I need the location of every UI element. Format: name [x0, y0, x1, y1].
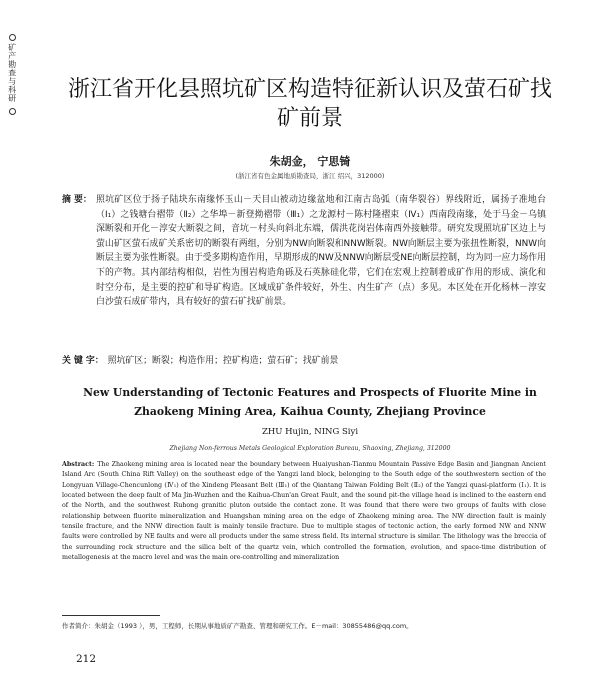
- abstract-cn-label: 摘 要：: [62, 195, 92, 205]
- circle-mark-icon: [9, 108, 16, 115]
- paper-title-cn: 浙江省开化县照坑矿区构造特征新认识及萤石矿找矿前景: [67, 77, 552, 131]
- author-footnote: 作者简介：朱胡金（1993 ），男，工程师，长期从事地质矿产勘查、管理和研究工作。E－mail：30855486@qq.com。: [62, 622, 413, 630]
- abstract-cn: [62, 193, 546, 310]
- affiliation-cn: (浙江省有色金属地质勘查局，浙江 绍兴，312000): [235, 172, 385, 180]
- abstract-en-label: Abstract:: [62, 461, 95, 468]
- paper-title-en: [60, 383, 560, 421]
- abstract-cn-text: 照坑矿区位于扬子陆块东南缘怀玉山－天目山被动边缘盆地和江南古岛弧（南华裂谷）界线附近，属扬子准地台（Ⅰ₁）之钱塘台褶带（Ⅱ₂）之华埠－新登拗褶带（Ⅲ₁）之龙源村－陈村隆褶束（Ⅳ₁）西南段南缘，处于马金－乌镇深断裂和开化－淳安大断裂之间，音坑－村头向斜北东端，儒洪花岗岩体南西外接触带。研究发现照坑矿区边上与萤山矿区萤石成矿关系密切的断裂有两组，分别为NW向断裂和NNW断裂。NW向断层主要为张扭性断裂，NNW向断层主要为张性断裂。由于受多期构造作用，早期形成的NW及NNW向断层受NE向断层控制，均为同一应力场作用下的产物。其内部结构相似，岩性为围岩构造角砾及石英脉硅化带，它们在宏观上控制着成矿作用的形成、演化和时空分布，是主要的控矿和导矿构造。区域成矿条件较好，外生、内生矿产（点）多见。本区处在开化杨林－淳安白沙萤石成矿带内，具有较好的萤石矿找矿前景。: [96, 195, 546, 308]
- journal-sidebar: [7, 34, 17, 117]
- paper-title-en-line1: New Understanding of Tectonic Features and Prospects of Fluorite Mine in: [83, 386, 537, 399]
- journal-name-vertical: 矿产勘查与科研: [7, 43, 17, 103]
- page-number: 212: [76, 653, 97, 665]
- keywords-cn-label: 关 键 字：: [62, 356, 104, 366]
- circle-mark-icon: [9, 34, 16, 41]
- abstract-en-text: The Zhaokeng mining area is located near the boundary between Huaiyushan-Tianmu Mountain Passive Edge Basin and Jiangnan Ancient Island Arc (South China Rift Valley) on the southeast edge of the Yangzi land block, belonging to the South edge of the southwestern section of the Longyuan Village-Chencunlong (Ⅳ₁) of the Xindeng Pleasant Belt (Ⅲ₁) of the Qiantang Taiwan Folding Belt (Ⅱ₂) of the Yangzi quasi-platform (Ⅰ₁). It is located between the deep fault of Ma Jin-Wuzhen and the Kaihua-Chun'an Great Fault, and the sound pit-the village head is inclined to the eastern end of the North, and the southwest Ruhong granitic pluton outside the contact zone. It was found that there were two groups of faults with close relationship between fluorite mineralization and Huangshan mining area on the edge of Zhaokeng mining area. The NW direction fault is mainly tensile fracture, and the NNW direction fault is mainly tensile fracture. Due to multiple stages of tectonic action, the early formed NW and NNW faults were controlled by NE faults and were all products under the same stress field. Its internal structure is similar. The lithology was the breccia of the surrounding rock structure and the silica belt of the quartz vein, which controlled the formation, evolution, and space-time distribution of metallogenesis at the macro level and was the main ore-controlling and mineralization: [62, 461, 546, 562]
- authors-en: ZHU Hujin, NING Siyi: [261, 427, 359, 437]
- abstract-en: [62, 460, 546, 563]
- affiliation-en: Zhejiang Non-ferrous Metals Geological Exploration Bureau, Shaoxing, Zhejiang, 312000: [169, 445, 451, 452]
- footnote-rule: [62, 615, 160, 616]
- paper-title-en-line2: Zhaokeng Mining Area, Kaihua County, Zhejiang Province: [134, 405, 486, 418]
- keywords-cn: [62, 353, 542, 366]
- authors-cn: 朱胡金， 宁思锜: [269, 155, 351, 168]
- keywords-cn-text: 照坑矿区；断裂；构造作用；控矿构造；萤石矿；找矿前景: [107, 356, 339, 366]
